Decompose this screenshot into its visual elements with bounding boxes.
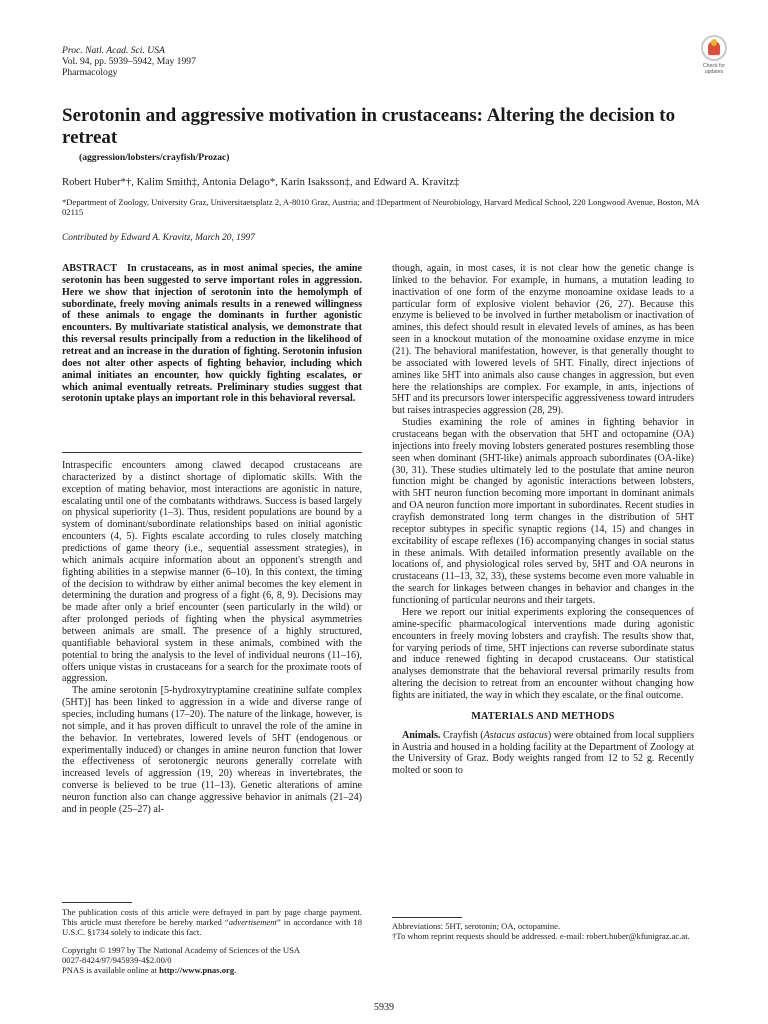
animals-subheading: Animals.: [402, 729, 441, 741]
footnote-divider-right: [392, 917, 462, 918]
journal-volume: Vol. 94, pp. 5939–5942, May 1997: [62, 56, 196, 67]
author-list: Robert Huber*†, Kalim Smith‡, Antonia Delago*, Karin Isaksson‡, and Edward A. Kravitz‡: [62, 177, 460, 188]
body-paragraph: Intraspecific encounters among clawed decapod crustaceans are characterized by a distinct shortage of diplomatic skills. With the exception of mating behavior, most interactions are agonistic in nature, escalating until one of the combatants withdraws. Success is based largely on physical superiority (1–3). Thus, resident populations are bound by a system of dominant/subordinate relationships based on initial agonistic encounters (4, 5). Fights escalate according to rules closely matching predictions of game theory (i.e., sequential assessment strategies), in which animals acquire information about an opponent's strength and fighting abilities in a stepwise manner (6–10). In this context, the timing of the decision to withdraw by either animal becomes the key element in determining the duration and progress of a fight (6, 8, 9). Decisions may be made after only a brief encounter (seen particularly in the wild) or after prolonged periods of fighting when the physical asymmetries between animals are small. The presence of a highly structured, quantifiable behavioral system in these animals, combined with the potential to bring the analysis to the level of individual neurons (11–16), offers unique vistas in crustaceans for a search for the proximate roots of aggression.: [62, 460, 362, 685]
copyright-line: Copyright © 1997 by The National Academy of Sciences of the USA: [62, 945, 301, 955]
check-for-updates-label: Check for updates: [702, 63, 726, 75]
footnote-divider: [62, 902, 132, 903]
contributed-by: Contributed by Edward A. Kravitz, March 20, 1997: [62, 233, 255, 243]
copyright-block: [62, 945, 362, 976]
pnas-url-link[interactable]: http://www.pnas.org: [159, 965, 235, 976]
page-number: 5939: [374, 1002, 394, 1013]
journal-name: Proc. Natl. Acad. Sci. USA: [62, 45, 165, 56]
affiliations: *Department of Zoology, University Graz, Universitaetsplatz 2, A-8010 Graz, Austria; and ‡Department of Neurobiology, Harvard Medical School, 220 Longwood Avenue, Boston, MA 02115: [62, 197, 700, 218]
correspondence-footnote: †To whom reprint requests should be addressed. e-mail: robert.huber@kfunigraz.ac.at.: [392, 931, 690, 942]
abstract: [62, 263, 362, 405]
check-for-updates-badge[interactable]: [697, 35, 731, 75]
right-column-body: [392, 263, 694, 777]
publication-costs-footnote: The publication costs of this article were defrayed in part by page charge payment. This article must therefore be hereby marked “advertisement” in accordance with 18 U.S.C. §1734 solely to indicate this fact.: [62, 907, 362, 938]
article-title: Serotonin and aggressive motivation in crustaceans: Altering the decision to retreat: [62, 105, 676, 148]
crossmark-icon: [701, 35, 727, 61]
abbreviations-footnote: Abbreviations: 5HT, serotonin; OA, octopamine.: [392, 921, 561, 931]
body-paragraph: though, again, in most cases, it is not clear how the genetic change is linked to the behavior. For example, in humans, a mutation leading to inactivation of one form of the enzyme monoamine oxidase leads to a particular form of explosive violent behavior (26, 27). Because this enzyme is believed to be involved in further metabolism or inactivation of amines, this defect should result in elevated levels of amines, as has been seen in a knockout mutation of the monoamine oxidase enzyme in mice (21). The behavioral manifestation, however, is that generally thought to be associated with lowered levels of 5HT. Finally, direct injections of amines like 5HT into animals also cause changes in aggression, but even here the relationships are complex. For example, in ants, injections of 5HT and its precursors lower interspecific aggressiveness toward intruders but raises intraspecies aggression (28, 29).: [392, 263, 694, 417]
abstract-text: In crustaceans, as in most animal species, the amine serotonin has been suggested to serve important roles in aggression. Here we show that injection of serotonin into the hemolymph of subordinate, freely moving animals results in a renewed willingness of these animals to engage the dominants in further agonistic encounters. By multivariate statistical analysis, we demonstrate that this reversal results principally from a reduction in the likelihood of retreat and an increase in the duration of fighting. Serotonin infusion does not alter other aspects of fighting behavior, including which animal initiates an encounter, how quickly fighting escalates, or which animal eventually retreats. Preliminary studies suggest that serotonin uptake plays an important role in this behavioral reversal.: [62, 263, 362, 405]
issn-line: 0027-8424/97/945939-4$2.00/0: [62, 955, 172, 966]
abstract-divider: [62, 452, 362, 453]
journal-header: [62, 45, 196, 78]
abstract-label: ABSTRACT: [62, 263, 117, 274]
body-paragraph: Studies examining the role of amines in fighting behavior in crustaceans began with the observation that 5HT and octopamine (OA) injections into freely moving lobsters generated postures resembling those seen when dominant (5HT-like) animals approach subordinates (OA-like) (30, 31). These studies ultimately led to the postulate that amine neuron function might be changed by agonistic interactions between lobsters, with 5HT neuron function becoming more important in dominant animals and OA neuron function more important in subordinates. Recent studies in crayfish demonstrated long term changes in the distribution of 5HT receptor subtypes in specific synaptic regions (14, 15) and changes in excitability of escape reflexes (16) accompanying changes in social status in these animals. With detailed information presently available on the locations of, and physiological roles served by, 5HT and OA neurons in crustaceans (11–13, 32, 33), these systems become even more valuable in the search for linkages between changes in behavior and changes in the functioning of particular neurons and their targets.: [392, 417, 694, 607]
keywords: (aggression/lobsters/crayfish/Prozac): [79, 152, 230, 163]
body-paragraph: Here we report our initial experiments exploring the consequences of amine-specific pharmacological interventions made during agonistic encounters in freely moving lobsters and crayfish. The results show that, for varying periods of time, 5HT injections can reverse subordinate status and induce renewed fighting in decapod crustaceans. Our statistical analyses demonstrate that the behavioral reversal primarily results from altering the decision to retreat from an encounter without changing how fights are initiated, the way in which they escalate, or the final outcome.: [392, 606, 694, 701]
species-name: Astacus astacus: [483, 729, 548, 741]
right-footnotes: [392, 921, 694, 941]
left-column-body: [62, 460, 362, 816]
pnas-online-line: PNAS is available online at http://www.pnas.org.: [62, 965, 237, 976]
journal-section: Pharmacology: [62, 67, 118, 78]
body-paragraph: The amine serotonin [5-hydroxytryptamine creatinine sulfate complex (5HT)] has been linked to aggression in a wide and diverse range of species, including humans (17–20). The nature of the linkage, however, is not simple, and it has proven difficult to unravel the role of the amine in the behavior. In vertebrates, lowered levels of 5HT (endogenous or experimentally induced) or changes in amine neuron function that lower the effectiveness of serotonergic neurons generally correlate with increased levels of aggression (19, 20) whereas in invertebrates, the converse is believed to be true (11–13). Genetic alterations of amine neuron function also can change aggressive behavior in animals (21–24) and in people (25–27) al-: [62, 685, 362, 815]
section-heading-methods: MATERIALS AND METHODS: [471, 710, 615, 722]
methods-animals-paragraph: Animals. Crayfish (Astacus astacus) were obtained from local suppliers in Austria and housed in a holding facility at the Department of Zoology at the University of Graz. Body weights ranged from 12 to 52 g. Recently molted or soon to: [392, 729, 694, 777]
